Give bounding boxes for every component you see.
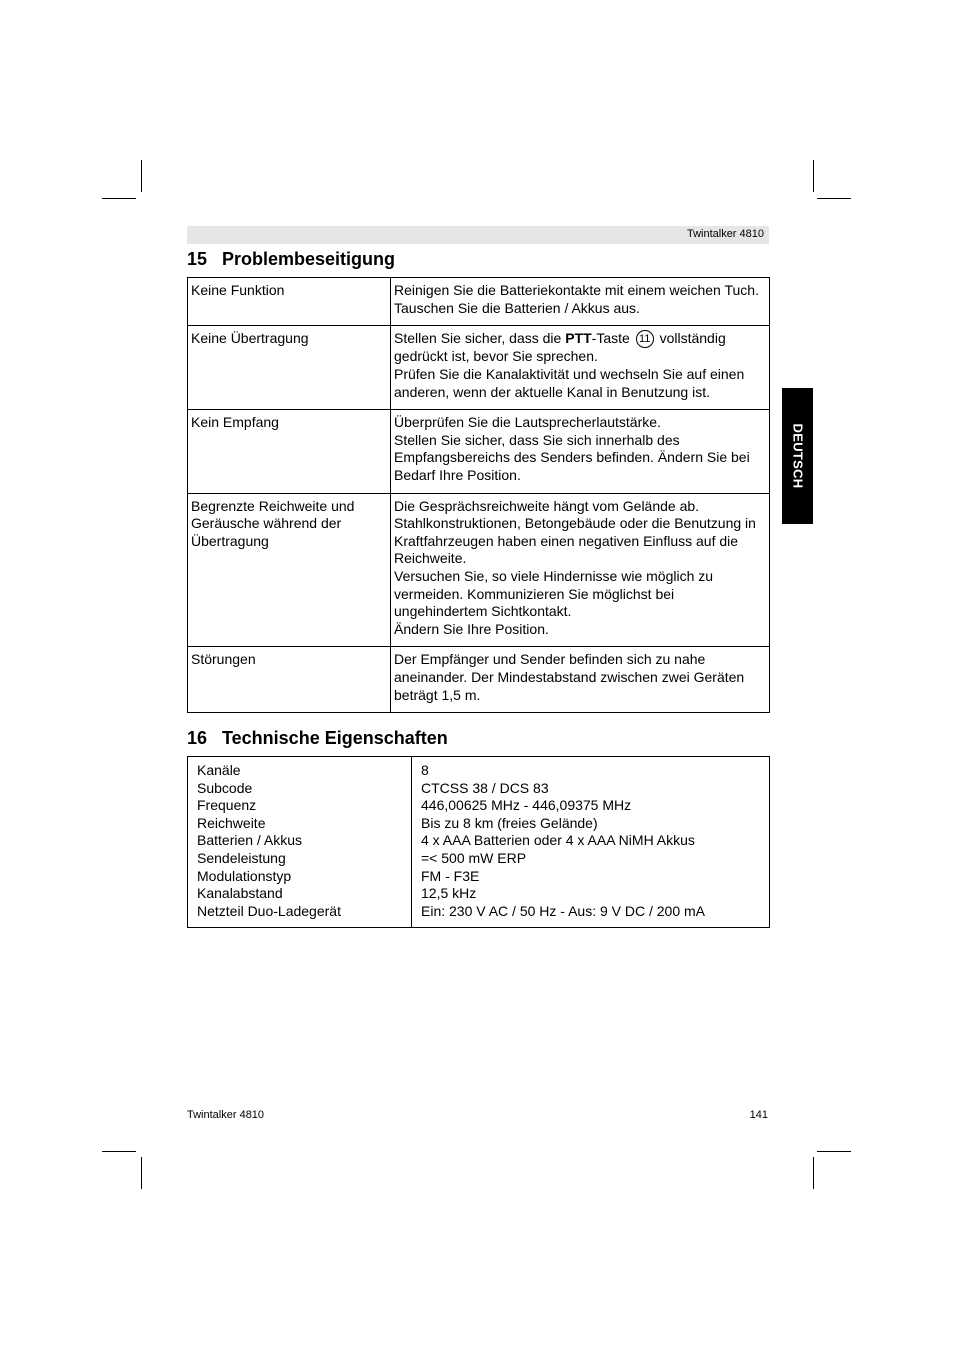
spec-label: Kanalabstand xyxy=(197,885,283,902)
circled-number-icon: 11 xyxy=(636,330,654,348)
solution-line: Reinigen Sie die Batteriekontakte mit einem weichen Tuch. xyxy=(394,282,759,298)
spec-value: =< 500 mW ERP xyxy=(421,849,527,866)
crop-mark xyxy=(813,160,814,192)
footer-product: Twintalker 4810 xyxy=(187,1109,265,1121)
solution-cell xyxy=(391,493,770,647)
section-heading: Technische Eigenschaften xyxy=(222,728,448,748)
specifications-table xyxy=(187,756,770,928)
table-row xyxy=(188,410,770,493)
spec-value: 12,5 kHz xyxy=(421,885,477,902)
solution-line: Die Gesprächsreichweite hängt vom Gelände ab. xyxy=(394,497,700,514)
table-row xyxy=(188,326,770,410)
spec-value: 4 x AAA Batterien oder 4 x AAA NiMH Akkus xyxy=(421,832,695,849)
crop-mark xyxy=(817,198,851,199)
troubleshooting-table xyxy=(187,277,770,713)
language-tab xyxy=(782,388,813,524)
spec-values xyxy=(412,757,770,928)
spec-value: CTCSS 38 / DCS 83 xyxy=(421,779,549,796)
solution-text: vollständig gedrückt ist, bevor Sie sprechen. xyxy=(394,330,726,365)
header-product: Twintalker 4810 xyxy=(686,228,764,240)
spec-value: FM - F3E xyxy=(421,867,480,884)
ptt-key-label: PTT xyxy=(565,330,592,347)
solution-cell xyxy=(391,410,770,493)
solution-line: Tauschen Sie die Batterien / Akkus aus. xyxy=(394,299,640,316)
table-row xyxy=(188,278,770,326)
spec-labels xyxy=(188,757,412,928)
problem-cell: Keine Übertragung xyxy=(188,326,391,410)
spec-label: Netzteil Duo-Ladegerät xyxy=(197,902,341,919)
spec-label: Reichweite xyxy=(197,814,266,831)
section-number: 15 xyxy=(187,249,208,269)
problem-cell: Kein Empfang xyxy=(188,410,391,493)
crop-mark xyxy=(141,160,142,192)
spec-label: Frequenz xyxy=(197,797,257,814)
crop-mark xyxy=(141,1157,142,1189)
section-16-title xyxy=(187,728,448,749)
solution-line: Überprüfen Sie die Lautsprecherlautstärke. xyxy=(394,414,661,431)
solution-cell xyxy=(391,326,770,410)
table-row xyxy=(188,493,770,647)
solution-text: Stellen Sie sicher, dass die xyxy=(394,330,566,347)
language-tab-label: DEUTSCH xyxy=(790,423,805,489)
spec-label: Modulationstyp xyxy=(197,867,292,884)
problem-cell: Begrenzte Reichweite und Geräusche während der Übertragung xyxy=(188,493,391,647)
solution-line: Ändern Sie Ihre Position. xyxy=(394,620,549,637)
spec-label: Subcode xyxy=(197,779,253,796)
solution-line xyxy=(394,330,766,366)
crop-mark xyxy=(102,1151,136,1152)
solution-cell xyxy=(391,647,770,713)
table-row xyxy=(188,757,770,928)
solution-cell xyxy=(391,278,770,326)
spec-value: 8 xyxy=(421,762,429,778)
problem-cell: Keine Funktion xyxy=(188,278,391,326)
solution-line: Stahlkonstruktionen, Betongebäude oder die Benutzung in Kraftfahrzeugen haben einen negativen Einfluss auf die Reichweite. xyxy=(394,515,756,567)
page-number: 141 xyxy=(749,1109,768,1121)
solution-line: Versuchen Sie, so viele Hindernisse wie möglich zu vermeiden. Kommunizieren Sie möglichst bei ungehindertem Sichtkontakt. xyxy=(394,568,714,620)
section-heading: Problembeseitigung xyxy=(222,249,396,269)
spec-value: Bis zu 8 km (freies Gelände) xyxy=(421,814,598,831)
table-row xyxy=(188,647,770,713)
solution-line: Prüfen Sie die Kanalaktivität und wechseln Sie auf einen anderen, wenn der aktuelle Kanal in Benutzung ist. xyxy=(394,366,745,400)
solution-line: Der Empfänger und Sender befinden sich zu nahe aneinander. Der Mindestabstand zwischen zwei Geräten beträgt 1,5 m. xyxy=(394,651,745,703)
problem-cell: Störungen xyxy=(188,647,391,713)
solution-text: -Taste xyxy=(591,330,634,347)
section-15-title xyxy=(187,249,395,270)
crop-mark xyxy=(813,1157,814,1189)
spec-label: Batterien / Akkus xyxy=(197,832,303,849)
page-header xyxy=(187,226,769,244)
spec-value: Ein: 230 V AC / 50 Hz - Aus: 9 V DC / 200 mA xyxy=(421,902,706,919)
solution-line: Stellen Sie sicher, dass Sie sich innerhalb des Empfangsbereichs des Senders befinden. Ändern Sie bei Bedarf Ihre Position. xyxy=(394,431,750,484)
crop-mark xyxy=(817,1151,851,1152)
spec-label: Kanäle xyxy=(197,762,241,778)
section-number: 16 xyxy=(187,728,208,748)
spec-value: 446,00625 MHz - 446,09375 MHz xyxy=(421,797,632,814)
spec-label: Sendeleistung xyxy=(197,849,286,866)
crop-mark xyxy=(102,198,136,199)
